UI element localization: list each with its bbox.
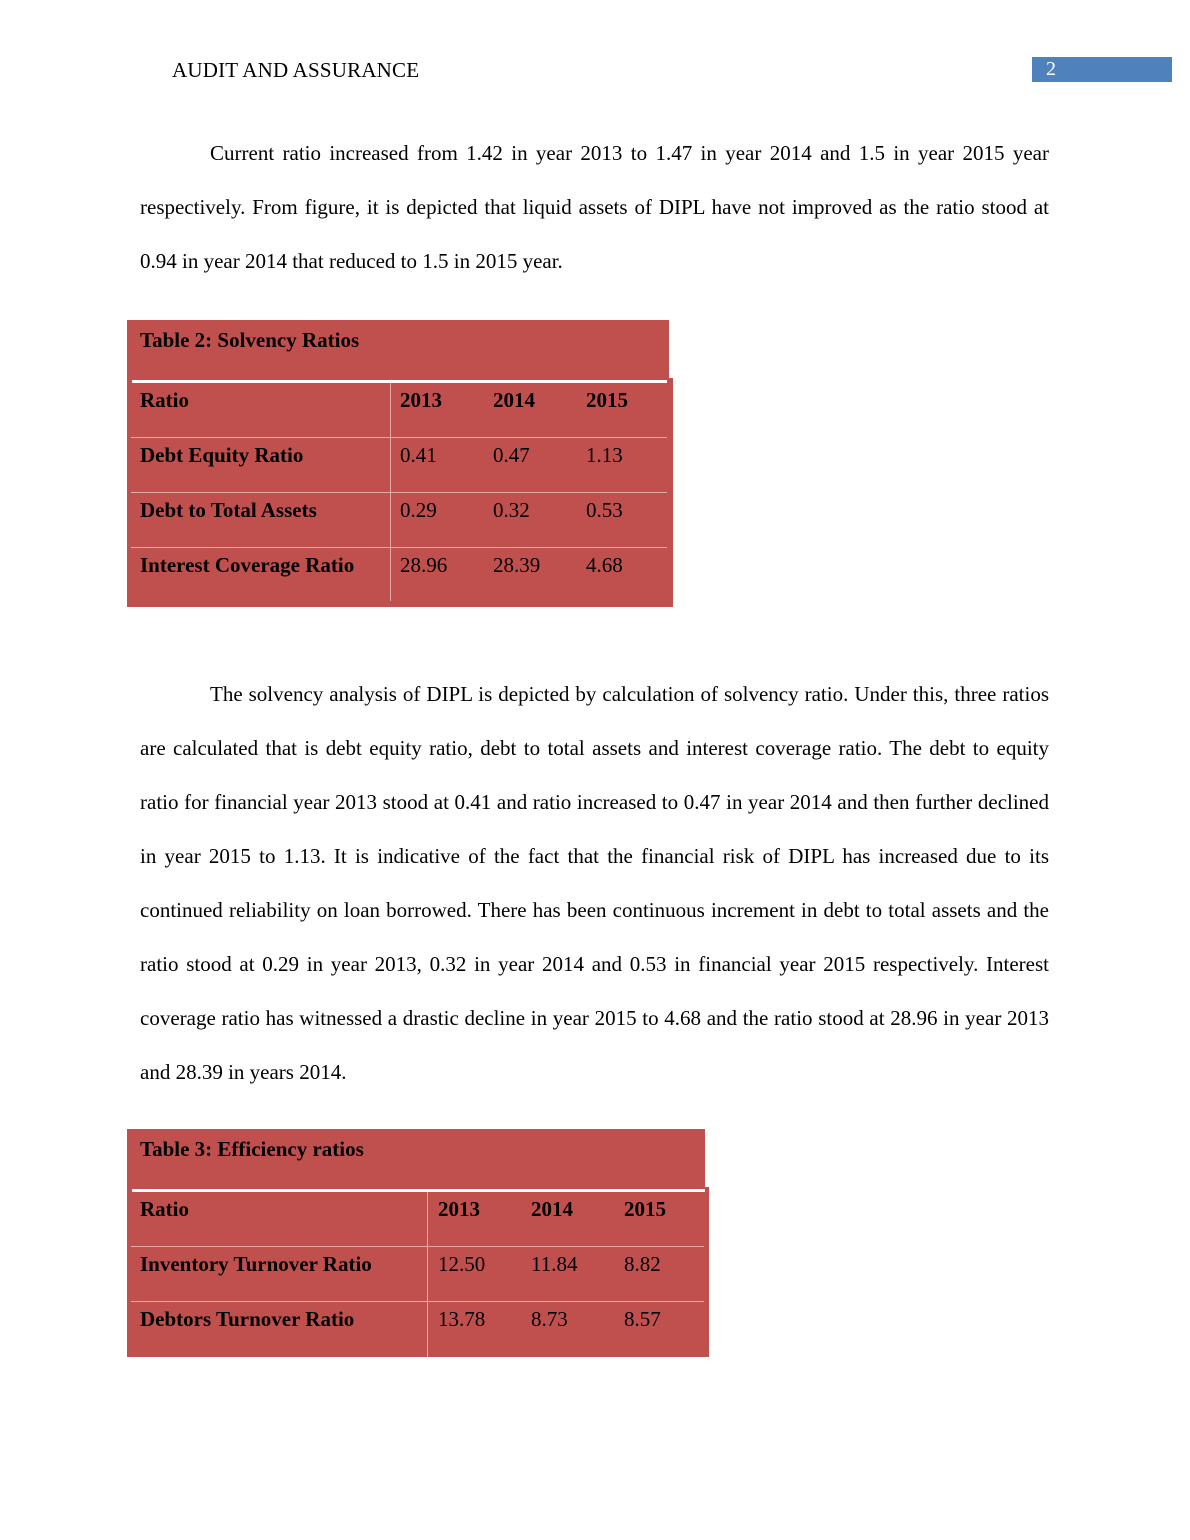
page-number: 2 — [1032, 57, 1172, 82]
header-cell-ratio: Ratio — [140, 388, 189, 412]
header-cell-2014: 2014 — [531, 1197, 573, 1221]
running-head: AUDIT AND ASSURANCE — [172, 58, 420, 82]
cell-2013: 0.41 — [400, 443, 437, 467]
cell-2013: 0.29 — [400, 498, 437, 522]
cell-2014: 11.84 — [531, 1252, 578, 1276]
row-label: Debt Equity Ratio — [140, 443, 304, 467]
row-label: Debt to Total Assets — [140, 498, 317, 522]
header-cell-2015: 2015 — [624, 1197, 666, 1221]
cell-2013: 28.96 — [400, 553, 448, 577]
row-divider — [131, 1301, 704, 1302]
row-divider — [131, 437, 667, 438]
column-divider — [427, 1192, 428, 1357]
cell-2014: 0.32 — [493, 498, 530, 522]
row-label: Debtors Turnover Ratio — [140, 1307, 355, 1331]
cell-2015: 1.13 — [586, 443, 623, 467]
row-divider — [131, 1246, 704, 1247]
cell-2015: 0.53 — [586, 498, 623, 522]
header-cell-ratio: Ratio — [140, 1197, 189, 1221]
cell-2015: 8.82 — [624, 1252, 661, 1276]
paragraph-solvency-analysis: The solvency analysis of DIPL is depicted by calculation of solvency ratio. Under this, three ratios are calculated that is debt equity ratio, debt to total assets and interest coverage ratio. The debt to equity ratio for financial year 2013 stood at 0.41 and ratio increased to 0.47 in year 2014 and then further declined in year 2015 to 1.13. It is indicative of the fact that the financial risk of DIPL has increased due to its continued reliability on loan borrowed. There has been continuous increment in debt to total assets and the ratio stood at 0.29 in year 2013, 0.32 in year 2014 and 0.53 in financial year 2015 respectively. Interest coverage ratio has witnessed a drastic decline in year 2015 to 4.68 and the ratio stood at 28.96 in year 2013 and 28.39 in years 2014. — [140, 682, 1049, 1084]
efficiency-ratios-table — [127, 1129, 709, 1357]
column-divider — [390, 383, 391, 601]
paragraph-current-ratio: Current ratio increased from 1.42 in year 2013 to 1.47 in year 2014 and 1.5 in year 2015 year respectively. From figure, it is depicted that liquid assets of DIPL have not improved as the ratio stood at 0.94 in year 2014 that reduced to 1.5 in 2015 year. — [140, 141, 1049, 273]
cell-2014: 0.47 — [493, 443, 530, 467]
cell-2015: 4.68 — [586, 553, 623, 577]
cell-2013: 13.78 — [438, 1307, 486, 1331]
row-label: Interest Coverage Ratio — [140, 553, 355, 577]
row-divider — [131, 492, 667, 493]
solvency-ratios-table — [127, 320, 673, 607]
cell-2013: 12.50 — [438, 1252, 486, 1276]
cell-2014: 8.73 — [531, 1307, 568, 1331]
table-divider — [132, 1189, 705, 1192]
header-cell-2013: 2013 — [400, 388, 442, 412]
header-cell-2014: 2014 — [493, 388, 535, 412]
row-divider — [131, 547, 667, 548]
cell-2015: 8.57 — [624, 1307, 661, 1331]
row-label: Inventory Turnover Ratio — [140, 1252, 372, 1276]
header-cell-2013: 2013 — [438, 1197, 480, 1221]
table-title: Table 3: Efficiency ratios — [140, 1137, 364, 1161]
cell-2014: 28.39 — [493, 553, 541, 577]
table-divider — [132, 380, 667, 383]
header-cell-2015: 2015 — [586, 388, 628, 412]
table-title: Table 2: Solvency Ratios — [140, 328, 360, 352]
